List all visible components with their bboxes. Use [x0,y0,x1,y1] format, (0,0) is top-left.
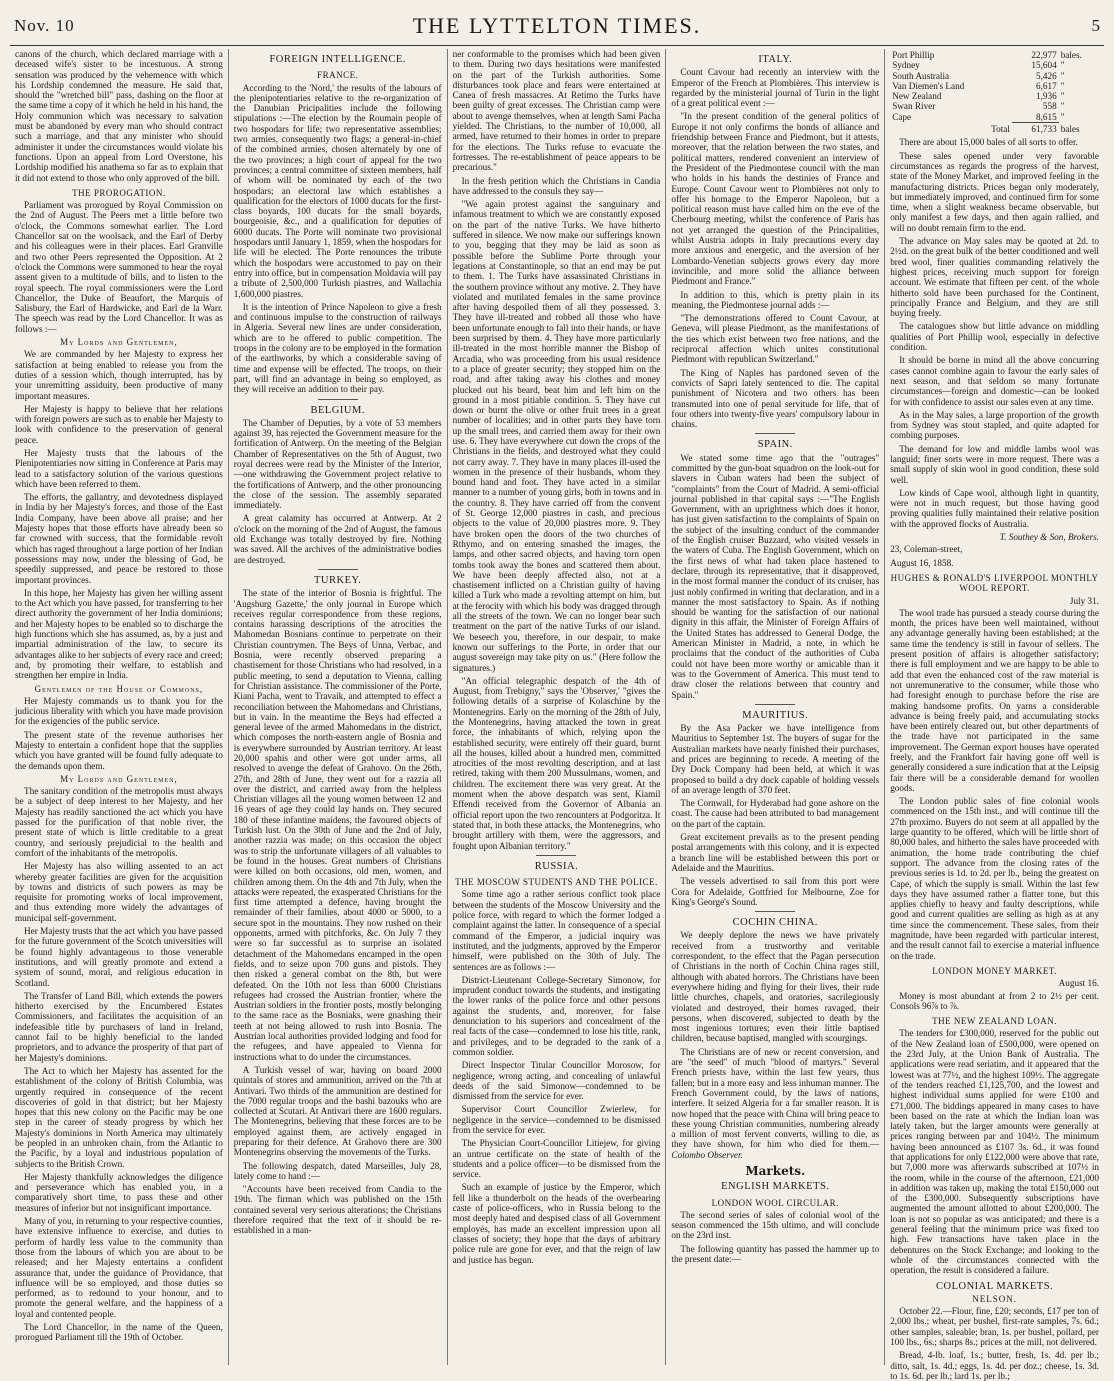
paragraph: The efforts, the gallantry, and devotedness displayed in India by her Majesty's forces, and those of the East India Company, have been above all praise; and her Majesty hopes that those efforts have already been so far crowned with success, that the formidable revolt which has raged throughout a large portion of her Indian possessions may now, under the blessing of God, be speedily suppressed, and peace be restored to those important provinces. [15,492,223,585]
paragraph: ner conformable to the promises which had been given to them. During two days hesitations were manifested on the part of the Turkish authorities. Some disturbances took place and fears were entertained at Canea of fresh massacres. At Retimo the Turks have been guilty of great excesses. The Christian camp were about to avenge themselves, when at length Sami Pacha yielded. The Christians, to the number of 10,000, all armed, have returned to their homes in order to prepare for the elections. The Turks refuse to evacuate the fortresses. The re-establishment of peace appears to be precarious." [452,49,661,173]
unit: bales. [1060,50,1082,60]
paragraph: "Accounts have been received from Candia to the 19th. The firman which was published on the 15th contained several very serious alterations; the Christians therefore required that the text of it should be re-established in a man- [233,1184,442,1236]
paragraph: District-Lieutenant College-Secretary Simonow, for imprudent conduct towards the students, and instigating the lower ranks of the police force and other persons against the students, and, moreover, for false denunciation to his superiors and concealment of the real facts of the case—condemned to lose his title, rank, and privileges, and to be degraded to the rank of a common soldier. [452,974,661,1057]
paragraph: The demand for low and middle lambs wool was languid; finer sorts were in more request. There was a small supply of skin wool in good condition, these sold well. [890,443,1099,485]
salutation: Gentlemen of the House of Commons, [34,683,204,694]
column-3 [448,49,667,1365]
report-date: August 16. [1058,978,1099,989]
paragraph: The Transfer of Land Bill, which extends the powers hitherto exercised by the Encumbered Estates Commissioners, and facilitates the acquisition of an indefeasible title by purchasers of land in Ireland, cannot fail to be highly beneficial to the landed proprietors, and to advance the prosperity of that part of her Majesty's dominions. [15,990,223,1063]
paragraph: The state of the interior of Bosnia is frightful. The 'Augsburg Gazette,' the only journal in Europe which receives regular correspondence from these regions, contains harassing descriptions of the atrocities the Mahomedan Bosnians continue to perpetrate on their Christian countrymen. The Beys of Unna, Verbac, and Bosnia, were recently observed preparing a chastisement for those Christians who had resolved, in a public meeting, to send a deputation to Vienna, calling for Christian assistance. The commissioner of the Porte, Kiani Pacha, went to Travaik, and attempted to effect a reconciliation between the Mahomedans and Christians, but in vain. In the meantime the Beys had effected a general levee of the armed Mahomedans in the district, which composes the north-eastern angle of Bosnia and is everywhere surrounded by Austrian territory. At least 20,000 spahis and other were got under arms, all resolved to avenge the defeat of Grahovo. On the 26th, 27th, and 28th of June, they went out for a razzia all over the district, and carried away from the helpless Christian villages all the young women between 12 and 16 years of age they could lay hands on. They secured 180 of these infantine maidens, the favoured objects of Turkish lust. On the 30th of June and the 2nd of July, another razzia was made; on this occasion the object was to strip the unfortunate villagers of all valuables to be found in the houses. Great numbers of Christians were killed on both occasions, old men, women, and children among them. On the 4th and 7th July, when the attacks were repeated, the exasperated Christians for the first time attempted a defence, having brought the remainder of their families, about 4000 or 5000, to a secure spot in the mountains. They now rushed on their opponents, armed with pitchforks, &c. On July 7 they were so far successful as to surprise an isolated detachment of the Mahomedans encamped in the open fields, and to seize upon 700 guns and pistols. They then risked a general combat on the 8th, but were defeated. On the 10th not less than 6000 Christians refugees had crossed the Austrian frontier, where the Austrian soldiers in the frontier posts, mostly belonging to the same race as the Bosniaks, were gnashing their teeth at not being allowed to rush into Bosnia. The Austrian local authorities provided lodging and food for the refugees, and have appealed to Vienna for instructions what to do under the circumstances. [233,588,442,1062]
page-number: 5 [1091,16,1100,35]
total-label: Total [991,123,1010,134]
section-heading-cochin-china: COCHIN CHINA. [732,917,818,929]
paragraph: The Chamber of Deputies, by a vote of 53 members against 39, has rejected the Government measure for the fortification of Antwerp. On the meeting of the Belgian Chamber of Representatives on the 5th of August, two royal decrees were read by the Minister of the Interior,—one withdrawing the Government project relative to the fortifications of Antwerp, and the other pronouncing the close of the session. The assembly separated immediately. [233,417,442,511]
paragraph: According to the 'Nord,' the results of the labours of the plenipotentiaries relative to the re-organization of the Danubian Pricipalities include the following stipulations :—The election by the Roumain people of two hospodars for life; two representative assemblies; two armies, consequently two flags; a general-in-chief of the combined armies, chosen alternately by one of the two provinces; a high court of appeal for the two provinces; a central committee of sixteen members, half of whom will be nominated by each of the two hospodars; an electoral law which establishes a qualification for the electors of 1000 ducats for the first-class boyards, 100 ducats for the small boyards, bourgeoisie, &c., and a qualification for deputies of 6000 ducats. The Porte will nominate two provisional hospodars until January 1, 1859, when the hospodars for life will be elected. The Porte renounces the tribute which the hospodars were accustomed to pay on their entry into office, but in compensation Moldavia will pay a tribute of 2,500,000 Turkish piastres, and Wallachia 1,600,000 piastres. [233,82,442,299]
paragraph: The advance on May sales may be quoted at 2d. to 2½d. on the great bulk of the better conditioned and well bred wool, finer qualities commanding relatively the highest prices, receiving much support for foreign account. We estimate that fifteen per cent. of the whole hitherto sold have been purchased for the Continent, principally France and Belgium, and they are still buying freely. [890,236,1099,319]
broker-address: 23, Coleman-street, [890,544,963,555]
source-credit: Colombo Observer. [671,1149,743,1160]
section-heading-liverpool-wool-report: HUGHES & RONALD'S LIVERPOOL MONTHLY WOOL REPORT. [890,572,1099,594]
separator [318,399,358,400]
paragraph: The sanitary condition of the metropolis must always be a subject of deep interest to her Majesty, and her Majesty has readily sanctioned the act which you have passed for the purification of that noble river, the present state of which is little creditable to a great country, and seriously prejudicial to the health and comfort of the inhabitants of the metropolis. [15,786,223,858]
paragraph: Parliament was prorogued by Royal Commission on the 2nd of August. The Peers met a little before two o'clock, the Commons somewhat earlier. The Lord Chancellor sat on the woolsack, and the Earl of Derby and his colleagues were in their places. Earl Granville and two other Peers represented the Opposition. At 2 o'clock the Commons were summoned to hear the royal assent given to a multitude of bills, and to listen to the royal speech. The royal commissioners were the Lord Chancellor, the Duke of Beaufort, the Marquis of Salisbury, the Earl of Hardwicke, and Earl de la Warr. The speech was read by the Lord Chancellor. It was as follows :— [15,200,223,334]
bales-count: 22,977 [1031,50,1057,60]
section-heading-foreign-intelligence: FOREIGN INTELLIGENCE. [269,54,406,65]
section-heading-prorogation: THE PROROGATION. [72,187,166,198]
paragraph: Her Majesty is happy to believe that her relations with foreign powers are such as to enable her Majesty to look with confidence to the preservation of general peace. [15,403,223,445]
total-unit: bales [1060,123,1080,134]
paragraph: The following quantity has passed the hammer up to the present date:— [671,1243,880,1265]
subheading-london-wool-circular: LONDON WOOL CIRCULAR. [711,1197,839,1208]
region: Cape [892,112,912,123]
separator [755,911,795,912]
paragraph: In addition to this, which is pretty plain in its meaning, the Piedmontese journal adds :— [671,289,880,310]
unit: " [1060,101,1065,112]
paragraph: Some time ago a rather serious conflict took place between the students of the Moscow University and the police force, with regard to which the former lodged a complaint against the latter. In consequence of a special command of the Emperor, a judicial inquiry was instituted, and the judgments, approved by the Emperor himself, were published on the 30th of July. The sentences are as follows :— [452,889,661,972]
table-total-row [890,123,1099,135]
paragraph: In the fresh petition which the Christians in Candia have addressed to the consuls they say— [452,175,661,196]
unit: " [1060,91,1065,102]
section-heading-new-zealand-loan: THE NEW ZEALAND LOAN. [932,1016,1057,1027]
separator [536,855,576,856]
paragraph: The vessels advertised to sail from this port were Cora for Adelaide, Gottfried for Melbourne, Zoe for King's George's Sound. [671,876,880,907]
unit: " [1060,60,1065,71]
region: New Zealand [892,91,942,102]
bales-count: 15,604 [1031,60,1057,71]
report-date: July 31. [1069,595,1099,606]
paragraph: Her Majesty trusts that the act which you have passed for the future government of the Scotch universities will be found highly advantageous to those venerable institutions, and will greatly promote and extend a system of sound, moral, and religious education in Scotland. [15,926,223,988]
paragraph: Count Cavour had recently an interview with the Emperor of the French at Plombières. This interview is regarded by the ministerial journal of Turin in the light of a great political event :— [671,67,880,109]
separator [755,433,795,434]
wool-bales-table [890,50,1099,134]
broker-date: August 16, 1858. [890,557,954,568]
bales-count: 5,426 [1036,70,1057,81]
table-row [890,101,1099,111]
paragraph: Low kinds of Cape wool, although light in quantity, were not in much request, but those having good proving qualities fully maintained their relative position with the approved flocks of Australia. [890,487,1099,529]
paragraph: We are commanded by her Majesty to express her satisfaction at being enabled to release you from the duties of a session which, though interrupted, has by your unremitting assiduity, been productive of many important measures. [15,349,223,401]
paragraph: The Lord Chancellor, in the name of the Queen, prorogued Parliament till the 19th of October. [15,1322,223,1343]
bales-count: 8,615 [1036,111,1057,122]
paragraph: As in the May sales, a large proportion of the growth from Sydney was stout stapled, and quite adapted for combing purposes. [890,409,1099,441]
paragraph: Supervisor Court Councillor Zwierlew, for negligence in the service—condemned to be dismissed from the service for ever. [452,1104,661,1135]
region: South Australia [892,70,950,81]
unit: " [1060,112,1065,123]
separator [755,704,795,705]
section-heading-spain: SPAIN. [757,439,793,451]
paragraph: "In the present condition of the general politics of Europe it not only confirms the bonds of alliance and friendship between France and Piedmont, but it attests, moreover, that the relation between the two states, and political matters, rendered convenient an interview of the President of the Piedmontese council with the man who holds in his hands the destinies of France and Europe. Count Cavour went to Plombières not only to offer his homage to the Emperor Napoleon, but a political reason must have called him on the eve of the Cherbourg meeting, whilst the conference of Paris has not yet arranged the question of the Principalities, whilst Austria adopts in Italy precautions every day more anxious and energetic, and the aversion of her Lombardo-Venetian subjects grows every day more invincible, and more solid the alliance between Piedmont and France." [671,111,880,287]
bales-count: 558 [1042,101,1057,112]
section-heading-italy: ITALY. [758,54,793,65]
subheading-nelson: NELSON. [972,1293,1017,1304]
subheading-moscow-students: THE MOSCOW STUDENTS AND THE POLICE. [455,877,658,888]
column-5 [885,49,1104,1381]
separator [318,569,358,570]
table-row [890,60,1099,70]
paragraph: The wool trade has pursued a steady course during the month, the prices have been well maintained, without any advantage generally having been established; at the same time the tendency is still in favour of sellers. The present position of affairs is altogether satisfactory; there is full employment and we are happy to be able to add that even the enhanced cost of the raw material is not unremunerative to the consumer, while those who had foresight enough to purchase before the rise are making handsome profits. On yarns a considerable advance is being freely paid, and accumulating stocks have been entirely cleared out, but other departments of the trade have not participated in the same improvement. The German export houses have operated freely, and the Frankfort fair having gone off well is generally considered a sure indication that at the Leipsig fair there will be a considerable demand for woollen goods. [890,607,1099,793]
paragraph: Her Majesty commands us to thank you for the judicious liberality with which you have made provision for the exigencies of the public service. [15,695,223,727]
paragraph: "An official telegraphic despatch of the 4th of August, from Trebigny," says the 'Observer,' "gives the following details of a surprise of Kolaschine by the Montenegrins. Early on the morning of the 28th of July, the Montenegrins, having attacked the town in great force, the inhabitants of which, relying upon the established security, were entirely off their guard, burnt all the houses, killed about a hundred men, committed atrocities of the most revolting description, and at last retired, taking with them 200 Mussulmans, women, and children. The excitement there was very great. At the moment when the above despatch was sent, Kiamil Effendi received from the Governor of Albania an official report upon the two rencounters at Podgoritza. It stated that, in both these attacks, the Montenegrins, who brought artillery with them, were the aggressors, and fought upon Albanian territory." [452,675,661,851]
paragraph: Such an example of justice by the Emperor, which fell like a thunderbolt on the heads of the overbearing caste of police-officers, who in Russia belong to the most deeply hated and despised class of all Government employés, has made an excellent impression upon all classes of society; they hope that the days of arbitrary police rule are gone for ever, and that the reign of law and justice has begun. [452,1182,661,1265]
paragraph: The Cornwall, for Hyderabad had gone ashore on the coast. The cause had been attributed to bad management on the part of the captain. [671,798,880,829]
broker-signature: T. Southey & Son, Brokers. [999,532,1099,543]
paragraph: The catalogues show but little advance on middling qualities of Port Phillip wool, especially in defective condition. [890,321,1099,353]
section-heading-colonial-markets: COLONIAL MARKETS. [935,1280,1054,1292]
paragraph: Great excitement prevails as to the present pending postal arrangements with this colony, and it is expected a branch line will be established between this port or Adelaide and the Mauritius. [671,832,880,873]
region: Van Diemen's Land [892,80,965,91]
bales-count: 1,936 [1036,91,1057,102]
paragraph: The present state of the revenue authorises her Majesty to entertain a confident hope that the supplies which you have granted will be found fully adequate to the demands upon them. [15,729,223,771]
paragraph: Many of you, in returning to your respective counties, have extensive influence to exercise, and duties to perform of hardly less value to the community than those from the labours of which you are about to be released; and her Majesty entertains a confident assurance that, under the guidance of Providance, that influence will be so employed, and those duties so performed, as to redound to your honour, and to promote the general welfare, and the happiness of a loyal and contented people. [15,1216,223,1319]
paragraph: We stated some time ago that the "outrages" committed by the gun-boat squadron on the look-out for slavers in Cuban waters had been the subject of "complaints" from the Court of Madrid. A semi-official journal published in that capital says :—"The English Government, with an uprightness which does it honor, has just given satisfaction to the complaints of Spain on the subject of the insulting conduct of the commander of the English cruiser Buzzard, who visited vessels in the waters of Cuba. The English Government, which on the first news of what had taken place hastened to declare, through its representative, that it disapproved, in the most formal manner the conduct of its cruiser, has just nobly confirmed in writing that declaration, and in a manner the most satisfactory to Spain. As if nothing should be wanting for the satisfaction of our national dignity in this affair, the Minister of Foreign Affairs of the United States has addressed to General Dodge, the American Minister in Madrid, a note, in which he proclaims that the conduct of the authorities of Cuba could not have been more worthy or amicable than it was to the Government of America. This must tend to draw closer the relations between that country and Spain." [671,452,880,700]
section-heading-english-markets: ENGLISH MARKETS. [721,1181,830,1193]
paragraph: Direct Inspector Titular Councillor Morosow, for negligence, wrong acting, and concealing of unlawful deeds of the said Simonow—condemned to be dismissed from the service for ever. [452,1060,661,1102]
column-1 [10,49,229,1365]
paragraph: Her Majesty has also willing assented to an act whereby greater facilities are given for the acquisition by towns and districts of such powers as may be requisite for promoting works of local improvement, and thus extending more widely the advantages of municipal self-government. [15,861,223,923]
paragraph: The Act to which her Majesty has assented for the establishment of the colony of British Columbia, was urgently required in consequence of the recent discoveries of gold in that district; but her Majesty hopes that this new colony on the Pacific may be one step in the career of steady progress by which her Majesty's dominions in North America may ultimately be peopled in an unbroken chain, from the Atlantic to the Pacific, by a loyal and industrious population of subjects to the British Crown. [15,1065,223,1169]
paragraph: There are about 15,000 bales of all sorts to offer. [899,137,1078,148]
paragraph-text: The Christians are of new or recent conversion, and are "the seed" of much "blood of martyrs." Several French priests have, within the last few years, thus fallen; but in a more easy and less inhuman manner. The French Government could, by the laws of nations, interfere. It seized Algeria for a far smaller reason. It is now hoped that the peace with China will bring peace to these young Christian communities, numbering already a million of most fervent converts, willing to die, as they have shown, for him who died for them.— [671,1046,880,1150]
bales-count: 6,617 [1036,80,1057,91]
region: Swan River [892,101,936,112]
issue-date: Nov. 10 [14,16,75,35]
paragraph: It should be borne in mind all the above concurring cases cannot combine again to favour the early sales of next season, and that seldom so many fortunate circumstances—foreign and domestic—can be looked for with confidence to assist our sales even at any time. [890,355,1099,407]
masthead [10,10,1104,44]
region: Sydney [892,60,920,71]
paragraph: The following despatch, dated Marseilles, July 28, lately come to hand :— [233,1160,442,1181]
section-heading-london-money-market: LONDON MONEY MARKET. [932,965,1057,976]
paragraph: A great calamity has occurred at Antwerp. At 2 o'clock on the morning of the 2nd of August, the famous old Exchange was totally destroyed by fire. Nothing was saved. All the archives of the administrative bodies are destroyed. [233,513,442,565]
paragraph: The second series of sales of colonial wool of the season commenced the 15th ultimo, and will conclude on the 23rd inst. [671,1209,880,1241]
paragraph: In this hope, her Majesty has given her willing assent to the Act which you have passed, for transferring to her direct authority the government of her India dominions; and her Majesty hopes to be enabled so to discharge the high functions which she has assumed, as, by a just and impartial administration of the law, to secure its advantages alike to her subjects of every race and creed; and, by promoting their welfare, to establish and strengthen her empire in India. [15,587,223,681]
unit: " [1060,80,1065,91]
salutation: My Lords and Gentlemen, [60,773,178,784]
total-value: 61,733 [1012,123,1059,135]
table-row [890,112,1099,123]
paragraph: These sales opened under very favorable circumstances as regards the progress of the harvest, state of the Money Market, and improved feeling in the manufacturing districts. Prices began only moderately, but immediately improved, and continued firm for some time, when a slight weakness became observable, but only manifest a few days, and then again rallied, and will no doubt remain firm to the end. [890,150,1099,233]
paragraph: The London public sales of fine colonial wools commenced on the 15th inst., and will continue till the 27th proximo. Buyers do not seem at all appalled by the large quantity to be offered, which will be little short of 80,000 bales, and hitherto the sales have proceeded with animation, the home trade contributing the chief support. The advance from the closing rates of the previous series is 1d. to 2d. per lb., being the greatest on Cape, of which the supply is small. Within the last few days they have assumed rather a flatter tone, but this applies chiefly to heavy and faulty descriptions, while good and current qualities are selling as high as at any time since the commencement. These sales, from their magnitude, have been regarded with particular interest, and the result cannot fail to exercise a material influence on the trade. [890,796,1099,961]
paragraph: Her Majesty thankfully acknowledges the diligence and perseverance which has enabled you, in a comparatively short time, to pass these and other measures of inferior but not insignificant importance. [15,1171,223,1213]
columns [10,49,1104,1381]
table-row [890,71,1099,81]
markets-blackletter-heading: Markets. [745,1163,806,1178]
region: Port Phillip [892,50,935,60]
paragraph: The tenders for £300,000, reserved for the public out of the New Zealand loan of £500,000, were opened on the 23rd July, at the Union Bank of Australia. The applications were read seriatim, and it appeared that the lowest was at 77½, and the highest 109½. The aggregate of the tenders reached £1,125,700, and the lowest and highest individual sums applied for were £100 and £71,000. The biddings appeared in many cases to have been based on the rate at which the Indian loan was lately taken, but the larger amounts were generally at prices ranging between par and 104½. The minimum having been announced as £107 3s. 6d., it was found that applications for only £122,000 were above that rate, but 7,000 more was afterwards subscribed at 107½ in the room, while in the course of the afternoon, £21,000 in addition was taken up, making the total £150,000 out of the £300,000. Subsequently subscriptions have augmented the amount allotted to about £200,000. The loan is not so popular as was anticipated; and there is a general feeling that the minimum price was fixed too high. Few transactions have taken place in the debentures on the Stock Exchange; and looking to the whole of the circumstances connected with the operation, the result is considered a failure. [890,1028,1099,1276]
masthead-rule [10,45,1104,46]
table-row [890,50,1099,60]
table-row [890,81,1099,91]
paragraph: By the Asa Packer we have intelligence from Mauritius to September 1st. The buyers of sugar for the Australian markets have nearly finished their purchases, and prices are beginning to recede. A meeting of the Dry Dock Company had been held, at which it was proposed to build a dry dock capable of holding vessels of an average length of 370 feet. [671,723,880,795]
section-heading-russia: RUSSIA. [534,860,579,872]
paragraph: The King of Naples has pardoned seven of the convicts of Sapri lately sentenced to die. The capital punishment of Nicotera and two others has been transmuted into one of penal servitude for life, that of four others into twenty-five years' compulsory labour in chains. [671,367,880,430]
paragraph: canons of the church, which declared marriage with a deceased wife's sister to be incestuous. A strong sensation was produced by the vehemence with which his Lordship condemned the measure. He said that, should the "wretched bill" pass, dashing on the floor at the same time a copy of it which he held in his hand, the Holy communion which was necessary to salvation must be abandoned by every man who should contract such a marriage, and that any minister who should administer it under the circumstances would violate his functions. Upon an appeal from Lord Overstone, his Lordship modified his anathema so far as to explain that it did not extend to those who only approved of the bill. [15,49,223,183]
section-heading-mauritius: MAURITIUS. [742,709,809,721]
column-2 [229,49,448,1365]
column-4 [666,49,885,1365]
paragraph: October 22.—Flour, fine, £20; seconds, £17 per ton of 2,000 lbs.; wheat, per bushel, first-rate samples, 7s. 6d.; other samples, saleable; bran, 1s. per bushel, pollard, per 100 lbs., 6s.; sharps 8s.; prices at the mill, not delivered. [890,1306,1099,1348]
section-heading-france: FRANCE. [317,70,359,81]
section-heading-turkey: TURKEY. [314,574,362,586]
salutation: My Lords and Gentlemen, [60,337,178,348]
paragraph: Her Majesty trusts that the labours of the Plenipotentiaries now sitting in Conference at Paris may lead to a satisfactory solution of the various questions which have been referred to them. [15,447,223,489]
table-row [890,91,1099,101]
paragraph: We deeply deplore the news we have privately received from a trustworthy and veritable correspondent, to the effect that the Pagan persecution of Christians in the north of Cochin China rages still, although with abated horrors. The Christians have been everywhere hiding and flying for their lives, their rude little churches, chapels, and oratories, sacrilegiously violated and destroyed, their homes ravaged, their persons, when discovered, subjected to death by the most ingenious tortures; even their little baptised children, because baptised, mangled with scourgings. [671,930,880,1044]
section-heading-belgium: BELGIUM. [310,404,365,416]
unit: " [1060,70,1065,81]
newspaper-title: THE LYTTELTON TIMES. [412,13,702,38]
paragraph: Bread, 4-lb. loaf, 1s.; butter, fresh, 1s. 4d. per lb.; ditto, salt, 1s. 4d.; eggs, 1s. 4d. per doz.; cheese, 1s. 3d. to 1s. 6d. per lb.; lard 1s. per lb.; [890,1350,1099,1381]
paragraph: It is the intention of Prince Napoleon to give a fresh and continuous impulse to the construction of railways in Algeria. Several new lines are under consideration, which are to be offered to public competition. The troops in the colony are to be employed in the formation of the earthworks, by which a considerable saving of time and expense will be effected. The troops, on their part, will find an advantage in being so employed, as they will receive an addition to their pay. [233,301,442,395]
paragraph: Money is most abundant at from 2 to 2½ per cent. Consols 96⅞ to ⅞. [890,990,1099,1011]
paragraph: "We again protest against the sanguinary and infamous treatment to which we are constantly exposed on the part of the native Turks. We have hitherto suffered in silence. We now make our sufferings known to you, begging that they may be laid as soon as possible before the Sublime Porte through your legations at Constantinople, so that an end may be put to them. 1. The Turks have assassinated Christians in the southern province without any motive. 2. They have violated and mutilated females in the same province after having despoiled them of all they possessed. 3. They have ill-treated and robbed all those who have been unfortunate enough to fall into their hands, or have been surprised by them. 4. They have more particularly ill-treated in the most horrible manner the Bishop of Arcadia, who was proceeding from his usual residence to a place of greater security; they stopped him on the road, and after taking away his clothes and money plucked out his beard, beat him and left him on the ground in a most pitiable condition. 5. They have cut down or burnt the olive or other fruit trees in a great number of localities; and in other parts they have torn up the small trees, and carried them away for their own use. 6. They have everywhere cut down the crops of the Christians in the fields, and destroyed what they could not carry away. 7. They have in many places ill-used the women in the presence of their husbands, whom they bound hand and foot. They have acted in a similar manner to a number of young girls, both in towns and in the country. 8. They have carried off from the convent of St. George 12,000 piastres in cash, and precious objects to the value of 20,000 piastres more. 9. They have broken open the doors of the two churches of Rthymo, and on entering smashed the images, the lamps, and other sacred objects, and having torn open tombs took away the bones and scattered them about. We have been deeply affected also, not at a chastisement inflicted on a Christian guilty of having killed a Turk who made a revolting attempt on him, but at the ferocity with which his body was dragged through all the streets of the town. We can no longer bear such treatment on the part of the native Turks of our island. We beseech you, therefore, in our despair, to make known our sufferings to the Porte, in order that our august sovereign may take pity on us." (Here follow the signatures.) [452,199,661,673]
paragraph: "The demonstrations offered to Count Cavour, at Geneva, will please Piedmont, as the manifestations of the ties which exist between two free nations, and the reciprocal affection which unites constitutional Piedmont with republican Switzerland." [671,313,880,365]
paragraph: A Turkish vessel of war, having on board 2000 quintals of stores and ammunition, arrived on the 7th at Antivari. Two thirds of the ammunition are destined for the 7000 regular troops and the bashi bazouks who are collected at Scutari. At Antivari there are 1600 regulars. The Montenegrins, believing that these forces are to be employed against them, are actively engaged in preparing for their defence. At Grahovo there are 300 Montenegrins observing the movements of the Turks. [233,1064,442,1158]
paragraph: The Physician Court-Councillor Litiejew, for giving an untrue certificate on the state of health of the students and a police officer—to be dismissed from the service. [452,1138,661,1180]
paragraph [671,1047,879,1160]
